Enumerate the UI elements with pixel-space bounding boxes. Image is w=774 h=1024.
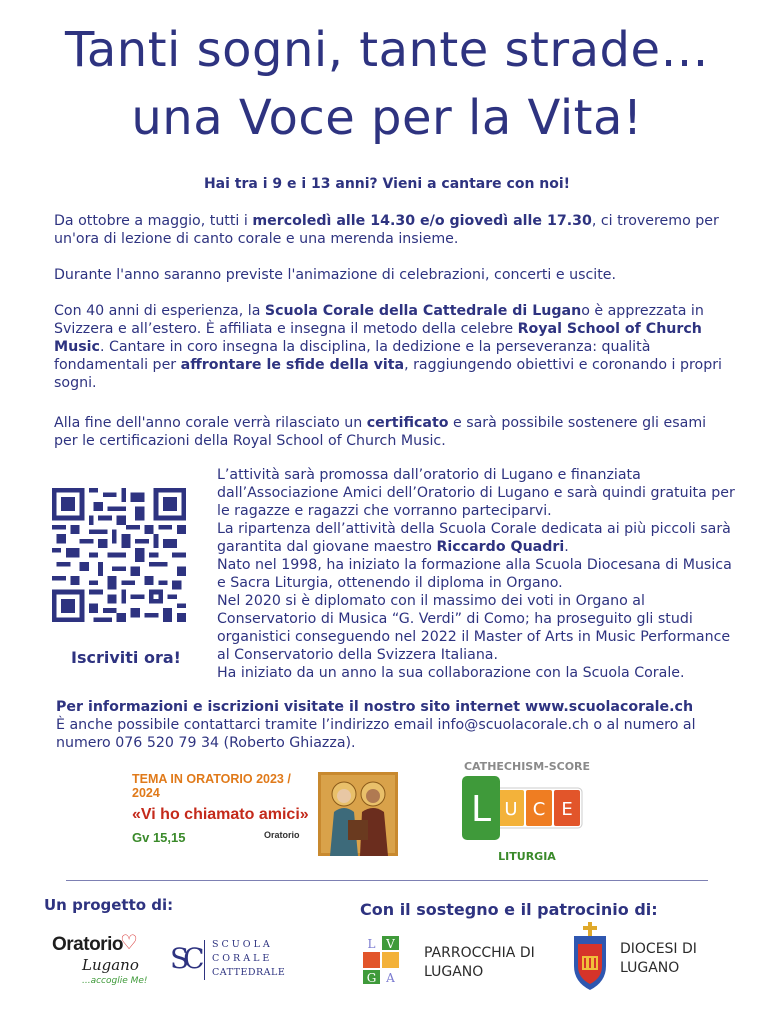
- rscm-name: Royal School of Church Music: [54, 321, 702, 355]
- diocesi-line: DIOCESI DI: [620, 941, 697, 957]
- challenge-highlight: affrontare le sfide della vita: [180, 357, 405, 373]
- headline-line-2: una Voce per la Vita!: [131, 90, 643, 146]
- diocesi-line: LUGANO: [620, 960, 680, 976]
- schedule-highlight: mercoledì alle 14.30 e/o giovedì alle 17.30: [252, 213, 592, 229]
- theme-reference: Gv 15,15: [132, 830, 186, 845]
- luce-letter-l: L: [470, 789, 492, 830]
- heart-icon: ♡: [120, 930, 138, 954]
- text: La ripartenza dell’attività della Scuola Corale dedicata ai più piccoli sarà garantita dal giovane maestro: [217, 521, 731, 555]
- text: .: [564, 539, 569, 555]
- scuola-corale-logo: [170, 938, 290, 984]
- oratorio-logo-text: Oratorio: [52, 934, 123, 955]
- parrocchia-name: [424, 944, 535, 982]
- luce-caption-top: CATHECHISM-SCORE: [463, 760, 591, 773]
- text: , ci troveremo per un'ora di lezione di canto corale e una merenda insieme.: [54, 213, 719, 247]
- signup-call-to-action: Iscriviti ora!: [71, 648, 181, 667]
- luce-letter-c: C: [532, 799, 546, 820]
- parrocchia-letter: A: [386, 971, 395, 985]
- oratorio-lugano-logo: [52, 930, 152, 990]
- text: e sarà possibile sostenere gli esami per le certificazioni della Royal School of Church Music.: [54, 415, 707, 449]
- luce-letter-e: E: [561, 799, 573, 820]
- parrocchia-line: PARROCCHIA DI: [424, 945, 535, 961]
- luce-score-logo: [462, 776, 584, 840]
- bio-teacher: [217, 520, 737, 556]
- bio-education: Nato nel 1998, ha iniziato la formazione alla Scuola Diocesana di Musica e Sacra Liturgia, ottenendo il diploma in Organo.: [217, 557, 732, 591]
- activities-paragraph: Durante l'anno saranno previste l'animazione di celebrazioni, concerti e uscite.: [54, 267, 617, 283]
- text: , raggiungendo obiettivi e coronando i propri sogni.: [54, 357, 722, 391]
- scuola-wordmark: [212, 938, 285, 980]
- oratorio-logo-sub: Lugano: [82, 956, 139, 974]
- certificate-highlight: certificato: [366, 415, 449, 431]
- luce-caption-bottom: LITURGIA: [498, 850, 556, 863]
- parrocchia-line: LUGANO: [424, 964, 484, 980]
- theme-quote: «Vi ho chiamato amici»: [132, 806, 309, 823]
- scuola-line: SCUOLA: [212, 939, 273, 950]
- teacher-bio: [217, 466, 737, 682]
- schedule-paragraph: [54, 212, 734, 248]
- luce-letter-u: U: [504, 799, 518, 820]
- experience-paragraph: [54, 302, 734, 392]
- certificate-paragraph: [54, 414, 734, 450]
- religious-icon-image: [318, 772, 398, 856]
- bio-funding: L’attività sarà promossa dall’oratorio di Lugano e finanziata dall’Associazione Amici dell’Oratorio di Lugano e sarà quindi gratuita per le ragazze e ragazzi che vorranno parteciparvi.: [217, 467, 735, 519]
- parrocchia-letter: L: [367, 937, 376, 951]
- theme-title: TEMA IN ORATORIO 2023 / 2024: [132, 772, 291, 800]
- support-heading: Con il sostegno e il patrocinio di:: [360, 900, 658, 919]
- school-name: Scuola Corale della Cattedrale di Lugan: [264, 303, 582, 319]
- subtitle: Hai tra i 9 e i 13 anni? Vieni a cantare con noi!: [203, 176, 571, 192]
- logo-divider: [204, 940, 205, 980]
- diocesi-lugano-crest: [568, 922, 612, 994]
- oratorio-logo-tagline: ...accoglie Me!: [82, 976, 148, 986]
- parrocchia-letter: G: [366, 971, 377, 985]
- text: o è apprezzata in Svizzera e all’estero. È affiliata e insegna il metodo della celebre: [54, 303, 704, 337]
- text: Con 40 anni di esperienza, la: [54, 303, 265, 319]
- bio-collaboration: Ha iniziato da un anno la sua collaborazione con la Scuola Corale.: [217, 665, 685, 681]
- project-by-heading: Un progetto di:: [44, 896, 174, 914]
- text: . Cantare in coro insegna la disciplina, la dedizione e la perseveranza: qualità fondamentali per: [54, 339, 651, 373]
- scuola-line: CORALE: [212, 953, 273, 964]
- text: Alla fine dell'anno corale verrà rilasciato un: [54, 415, 367, 431]
- text: Da ottobre a maggio, tutti i: [54, 213, 253, 229]
- scuola-monogram: SC: [170, 942, 199, 975]
- contact-info: [56, 698, 736, 752]
- parrocchia-lugano-logo: [360, 934, 406, 986]
- divider: [66, 880, 708, 881]
- website-info: Per informazioni e iscrizioni visitate il nostro sito internet www.scuolacorale.ch: [56, 699, 694, 715]
- bio-diploma: Nel 2020 si è diplomato con il massimo dei voti in Organo al Conservatorio di Musica “G. Verdi” di Como; ha proseguito gli studi organistici conseguendo nel 2022 il Master of Arts in Music Performance al Conservatorio della Svizzera Italiana.: [217, 593, 731, 663]
- oratorio-theme: [132, 772, 312, 854]
- qr-code[interactable]: [52, 488, 186, 622]
- scuola-line: CATTEDRALE: [212, 967, 286, 978]
- headline-line-1: Tanti sogni, tante strade…: [65, 22, 709, 78]
- diocesi-name: [620, 940, 697, 978]
- contact-details: È anche possibile contattarci tramite l’indirizzo email info@scuolacorale.ch o al numero al numero 076 520 79 34 (Roberto Ghiazza).: [56, 717, 696, 751]
- theme-oratorio-logo: Oratorio: [264, 830, 300, 840]
- parrocchia-letter: V: [386, 937, 395, 951]
- teacher-name: Riccardo Quadri: [436, 539, 565, 555]
